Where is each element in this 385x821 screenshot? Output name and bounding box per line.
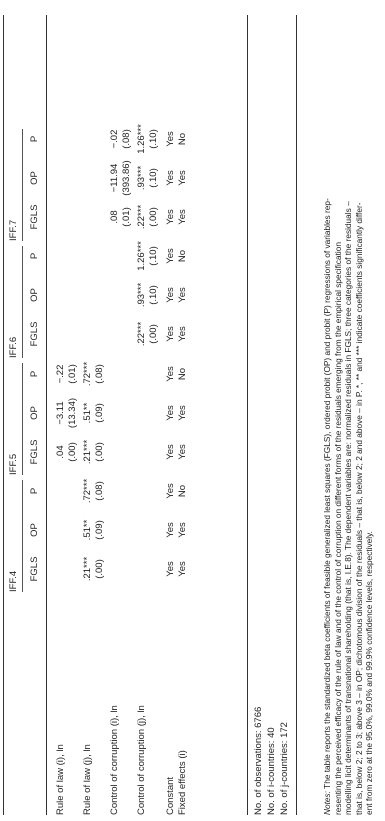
table-cell: .93*** (136, 282, 147, 308)
column-header: OP (29, 171, 40, 185)
top-rule (3, 15, 4, 815)
table-cell: (.00) (148, 207, 159, 227)
table-cell: (.00) (148, 324, 159, 344)
table-cell: −.02 (109, 129, 120, 149)
table-cell: (.09) (94, 403, 105, 423)
table-cell: (.08) (94, 481, 105, 501)
table-cell: Yes (165, 405, 176, 421)
notes-line-4: that is, below 2; 2 to 3; above 3 – in OP; dichotomous division of the residuals – that is, below 2; 2 and above – in P. *, ** and *** indicate coefficients significantly differ- (353, 202, 364, 815)
table-notes (322, 15, 375, 815)
table-cell: −.22 (55, 364, 66, 384)
table-cell: No (177, 367, 188, 381)
table-cell: Yes (165, 248, 176, 264)
table-cell: Yes (177, 405, 188, 421)
table-cell: .51** (82, 519, 93, 541)
column-header: P (29, 487, 40, 495)
table-cell: .21*** (82, 556, 93, 582)
table-cell: No (177, 249, 188, 263)
table-cell: Yes (165, 444, 176, 460)
table-cell: Yes (165, 483, 176, 499)
column-header: P (29, 252, 40, 260)
notes-label: Notes: (322, 791, 332, 815)
table-cell: Yes (165, 366, 176, 382)
table-cell: (.01) (121, 207, 132, 227)
table-cell: .08 (109, 210, 120, 224)
notes-line-3: modelling licit determinants of transnational shareholding (that is, I.E.8). The dependent variables are: normalized residuals in FGLS; three categories of the residuals – (343, 201, 354, 815)
row-label: Rule of law (i), ln (55, 744, 66, 815)
table-cell: Yes (177, 326, 188, 342)
table-cell: (13.34) (67, 397, 78, 429)
notes-line-5: ent from zero at the 95.0%, 99.0% and 99.9% confidence levels, respectively. (364, 531, 375, 815)
row-label: Control of corruption (i), ln (109, 705, 120, 815)
table-cell: Yes (177, 209, 188, 225)
table-cell: 1.26*** (136, 124, 147, 154)
table-cell: Yes (165, 209, 176, 225)
notes-line-2: resenting the perceived efficacy of the rule of law and of the control of corruption on different forms of the residuals emerging from the empirical specification (332, 242, 343, 815)
table-cell: .93*** (136, 165, 147, 191)
table-cell: Yes (165, 287, 176, 303)
table-cell: Yes (165, 522, 176, 538)
table-cell: .72*** (82, 361, 93, 387)
table-cell: .21*** (82, 439, 93, 465)
table-cell: (.08) (94, 364, 105, 384)
header-rule (46, 15, 47, 815)
table-cell: No (177, 132, 188, 146)
column-header: OP (29, 523, 40, 537)
table-cell: Yes (177, 522, 188, 538)
table-cell: .22*** (136, 321, 147, 347)
table-cell: (.10) (148, 246, 159, 266)
group-header: IFF.6 (8, 336, 19, 358)
group-underline (22, 129, 23, 241)
table-cell: (.10) (148, 168, 159, 188)
table-cell: 1.26*** (136, 241, 147, 271)
table-cell: Yes (177, 170, 188, 186)
column-header: FGLS (29, 556, 40, 582)
table-cell: Yes (165, 170, 176, 186)
observations-count: No. of observations: 6766 (253, 706, 264, 815)
table-cell: −11.94 (109, 163, 120, 193)
body-rule (247, 15, 248, 815)
table-cell: .22*** (136, 204, 147, 230)
stats-rule (296, 15, 297, 815)
table-cell: (.00) (67, 442, 78, 462)
column-header: FGLS (29, 204, 40, 230)
table-cell: Yes (177, 287, 188, 303)
column-header: FGLS (29, 321, 40, 347)
table-cell: .51** (82, 402, 93, 424)
table-cell: .04 (55, 445, 66, 459)
table-cell: (393.86) (121, 160, 132, 196)
group-underline (22, 246, 23, 358)
i-countries-count: No. of i-countries: 40 (266, 727, 277, 815)
group-header: IFF.4 (8, 570, 19, 592)
table-cell: Yes (177, 561, 188, 577)
column-header: OP (29, 288, 40, 302)
column-header: OP (29, 406, 40, 420)
table-cell: Yes (165, 131, 176, 147)
table-cell: (.10) (148, 129, 159, 149)
column-header: FGLS (29, 439, 40, 465)
group-header: IFF.5 (8, 453, 19, 475)
table-cell: Yes (165, 326, 176, 342)
table-cell: Yes (177, 444, 188, 460)
column-header: P (29, 135, 40, 143)
row-label: Control of corruption (j), ln (136, 705, 147, 815)
row-label: Constant (165, 776, 176, 815)
table-cell: .72*** (82, 478, 93, 504)
table-cell: −3.11 (55, 401, 66, 425)
table-cell: (.08) (121, 129, 132, 149)
group-header: IFF.7 (8, 219, 19, 241)
group-underline (22, 363, 23, 475)
table-cell: (.00) (94, 442, 105, 462)
notes-line-1: The table reports the standardized beta coefficients of feasible generalized least squares (FGLS), ordered probit (OP) and probit (P) regressions of variables rep- (322, 198, 332, 792)
table-cell: Yes (165, 561, 176, 577)
row-label: Fixed effects (i) (177, 750, 188, 815)
row-label: Rule of law (j), ln (82, 744, 93, 815)
table-cell: (.10) (148, 285, 159, 305)
table-cell: (.01) (67, 364, 78, 384)
column-header: P (29, 370, 40, 378)
table-cell: No (177, 484, 188, 498)
group-underline (22, 480, 23, 592)
table-cell: (.00) (94, 559, 105, 579)
table-cell: (.09) (94, 520, 105, 540)
j-countries-count: No. of j-countries: 172 (279, 722, 290, 815)
